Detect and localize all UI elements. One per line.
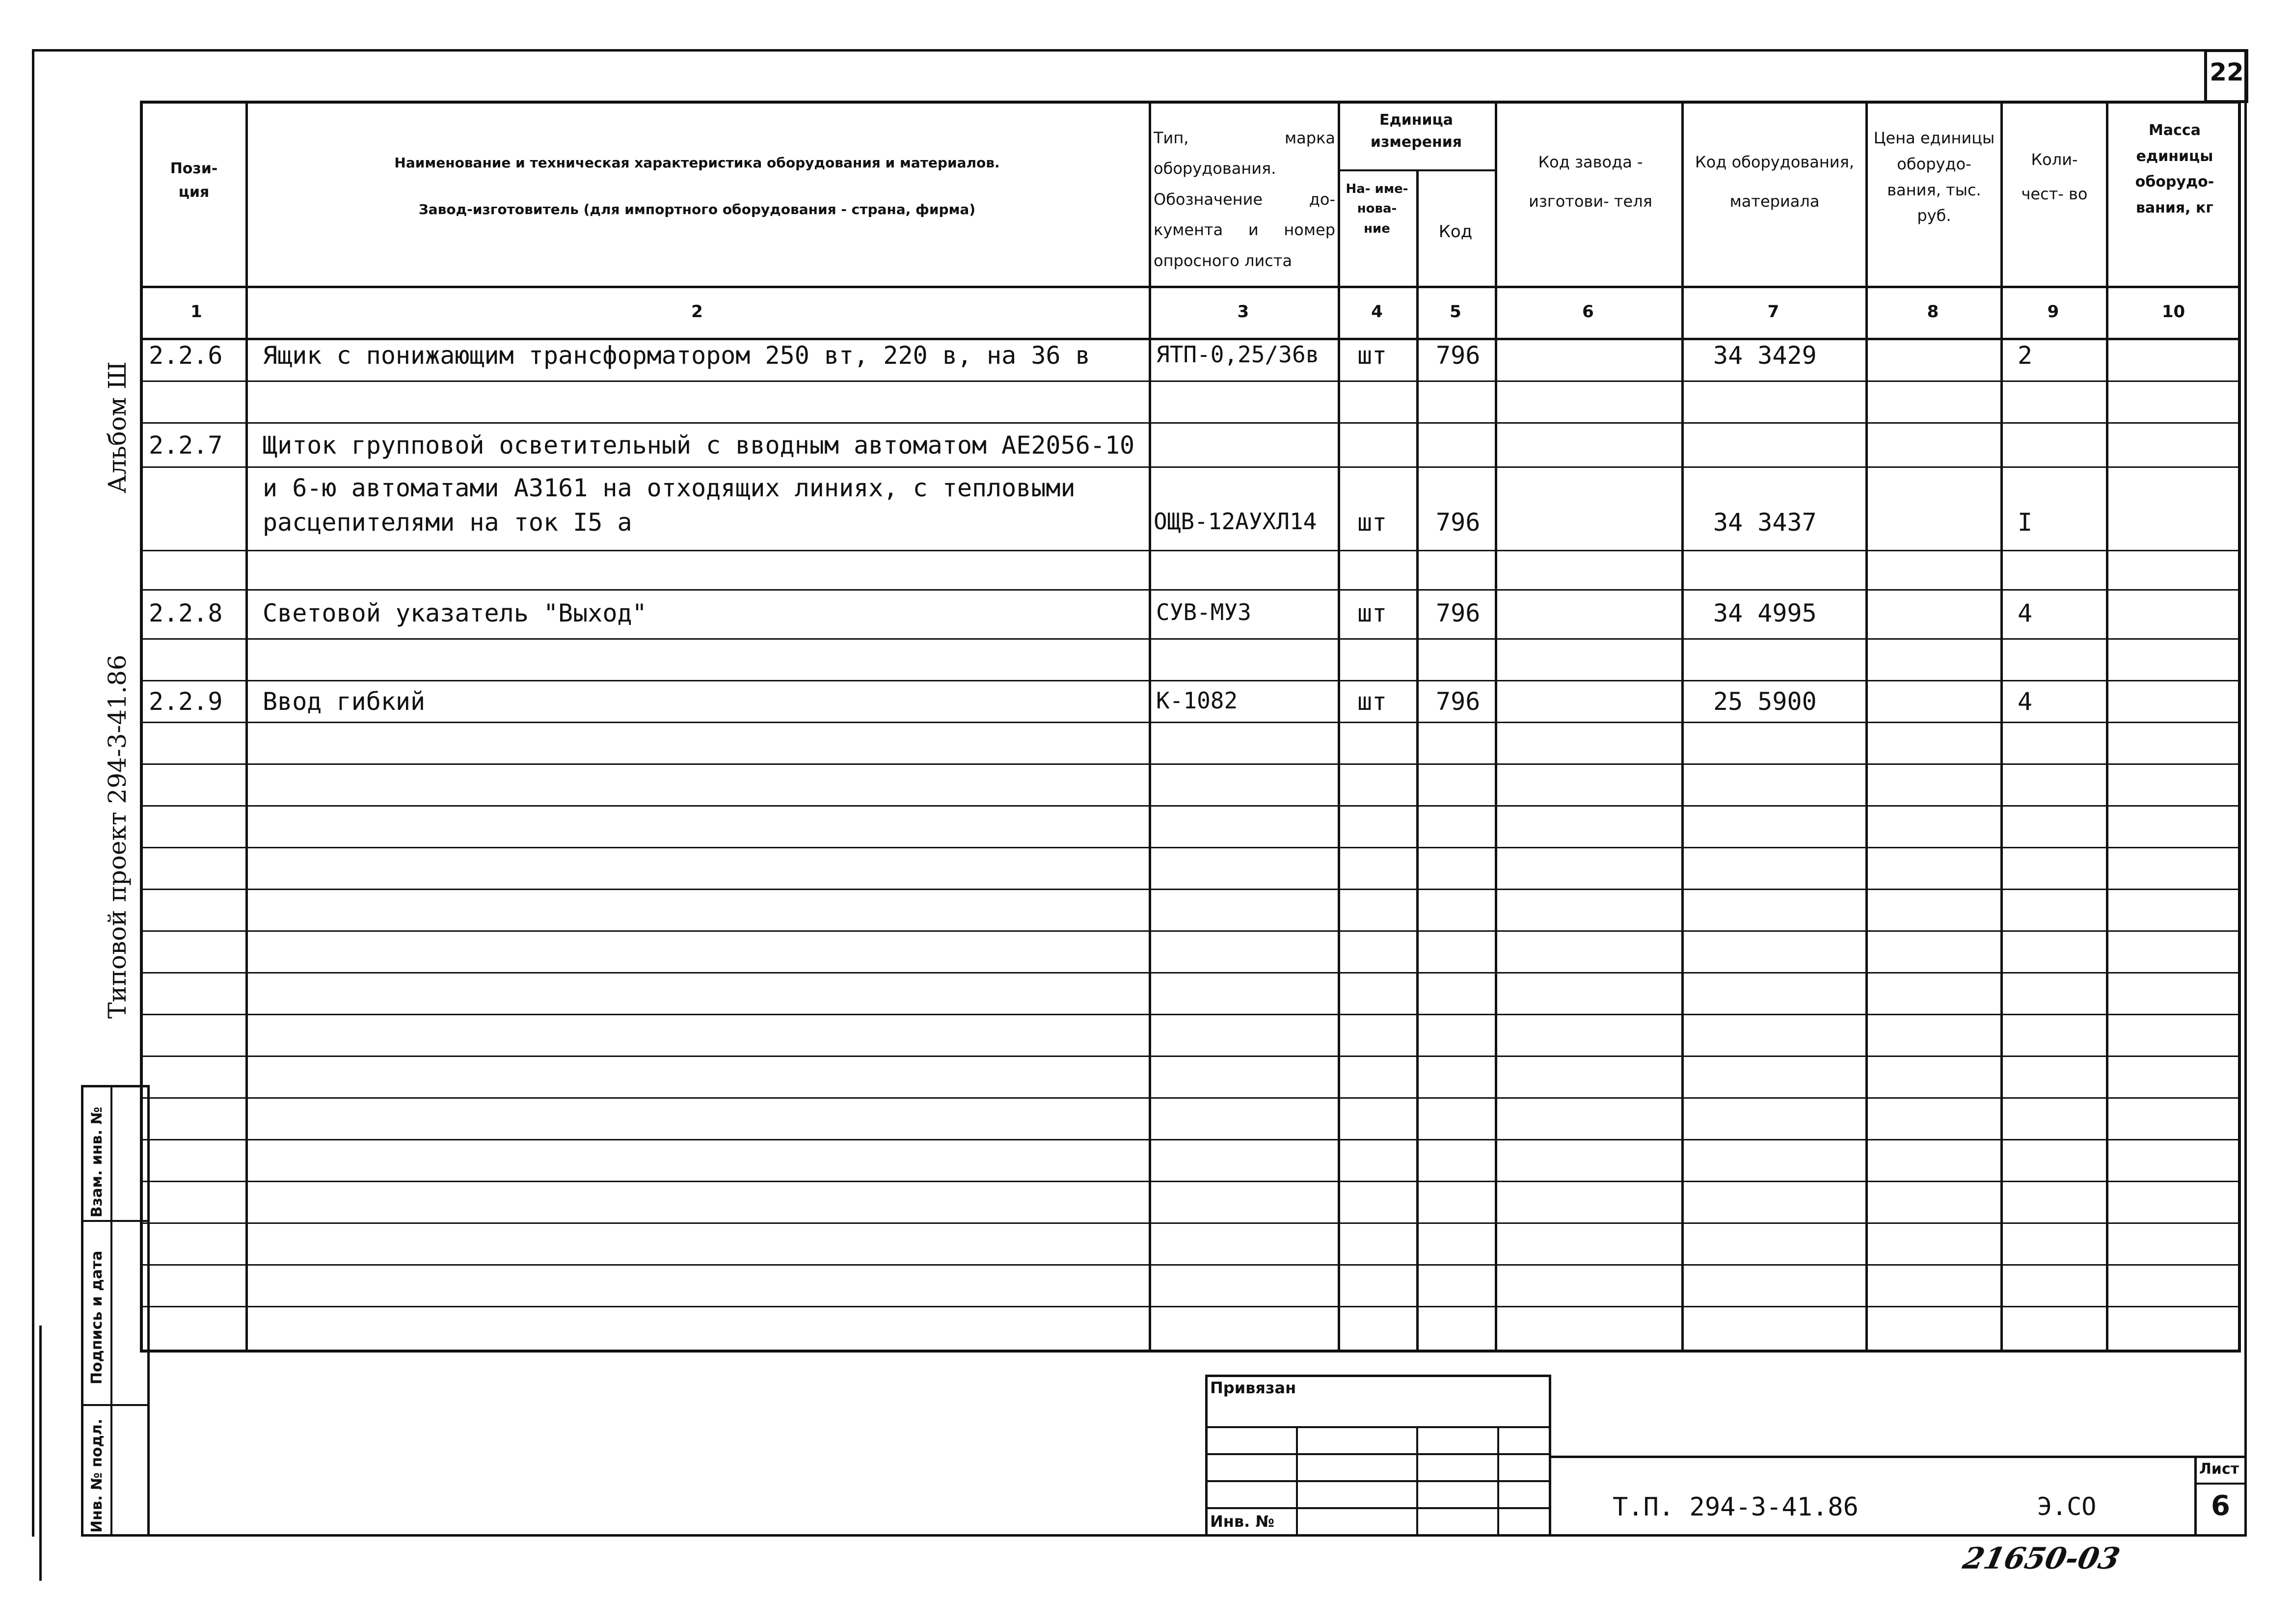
row-2-2-6-pos: 2.2.6 xyxy=(149,341,223,370)
row-2-2-7-code: 34 3437 xyxy=(1713,508,1817,537)
col-sep-3 xyxy=(1338,101,1340,1353)
inv-no-label: Инв. № xyxy=(1210,1512,1274,1531)
row-2-2-6-qty: 2 xyxy=(2018,341,2033,370)
privyazan-label: Привязан xyxy=(1210,1379,1296,1397)
row-2-2-9-qty: 4 xyxy=(2018,687,2033,716)
project-label: Типовой проект 294-3-41.86 xyxy=(103,654,132,1019)
row-line xyxy=(140,889,2241,890)
col-sep-7 xyxy=(1865,101,1868,1353)
header-col6: Код завода - изготови- теля xyxy=(1529,153,1652,211)
col-sep-4 xyxy=(1416,169,1419,1353)
unit-group-line xyxy=(1338,169,1495,171)
row-line xyxy=(140,466,2241,468)
header-col2-line2: Завод-изготовитель (для импортного оборудования - страна, фирма) xyxy=(418,201,976,217)
stamp-vzam-inv: Взам. инв. № xyxy=(88,1107,106,1218)
colnum-1: 1 xyxy=(190,302,202,322)
row-2-2-6-code: 34 3429 xyxy=(1713,341,1817,370)
privyazan-line-2 xyxy=(1205,1453,1551,1455)
spec-table xyxy=(140,101,2241,1353)
left-edge-line xyxy=(39,1326,42,1581)
row-line xyxy=(140,680,2241,681)
designation: Т.П. 294-3-41.86 xyxy=(1613,1492,1859,1522)
colnum-8: 8 xyxy=(1927,302,1939,322)
colnum-10: 10 xyxy=(2161,302,2185,322)
row-2-2-8-pos: 2.2.8 xyxy=(149,599,223,627)
row-2-2-9-type: К-1082 xyxy=(1156,687,1238,714)
col-sep-1 xyxy=(245,101,248,1353)
row-2-2-9-unit-code: 796 xyxy=(1436,687,1481,716)
row-2-2-6-name: Ящик с понижающим трансформатором 250 вт, 220 в, на 36 в xyxy=(263,341,1090,370)
row-line xyxy=(140,638,2241,640)
row-line xyxy=(140,1056,2241,1057)
page-number: 22 xyxy=(2210,58,2244,86)
sheet-number: 6 xyxy=(2211,1490,2230,1522)
handwritten-number: 21650-03 xyxy=(1960,1542,2123,1576)
row-2-2-7-pos: 2.2.7 xyxy=(149,431,223,460)
left-strip-line-2 xyxy=(81,1404,150,1406)
header-col3: Тип, марка оборудования. Обозначение до- кумента и номер опросного листа xyxy=(1154,129,1335,270)
row-2-2-6-unit-code: 796 xyxy=(1436,341,1481,370)
privyazan-col-3 xyxy=(1497,1426,1499,1537)
row-line xyxy=(140,1097,2241,1099)
row-2-2-8-type: СУВ-МУЗ xyxy=(1156,599,1251,625)
header-col4: На- име- нова- ние xyxy=(1346,182,1408,236)
col-sep-6 xyxy=(1681,101,1684,1353)
row-2-2-7-name-line1: Щиток групповой осветительный с вводным автоматом АЕ2056-10 xyxy=(263,431,1135,460)
doc-code: Э.СО xyxy=(2037,1492,2097,1521)
colnum-6: 6 xyxy=(1582,302,1594,322)
row-line xyxy=(140,1181,2241,1182)
title-block-area xyxy=(147,1350,2247,1537)
colnum-bottom-line xyxy=(140,338,2241,340)
row-2-2-9-code: 25 5900 xyxy=(1713,687,1817,716)
row-line xyxy=(140,1264,2241,1266)
privyazan-line-4 xyxy=(1205,1507,1551,1509)
colnum-5: 5 xyxy=(1450,302,1461,322)
colnum-7: 7 xyxy=(1767,302,1779,322)
privyazan-line-1 xyxy=(1205,1426,1551,1428)
row-2-2-8-unit: шт xyxy=(1357,599,1387,627)
row-line xyxy=(140,380,2241,382)
row-line xyxy=(140,1222,2241,1224)
header-col1: Пози- ция xyxy=(170,160,218,201)
row-line xyxy=(140,722,2241,723)
header-col7: Код оборудования, материала xyxy=(1695,153,1855,211)
row-line xyxy=(140,1139,2241,1140)
row-line xyxy=(140,930,2241,932)
row-line xyxy=(140,805,2241,807)
colnum-9: 9 xyxy=(2047,302,2059,322)
left-strip-line-1 xyxy=(81,1220,150,1222)
col-sep-5 xyxy=(1495,101,1497,1353)
row-2-2-7-unit-code: 796 xyxy=(1436,508,1481,537)
privyazan-col-2 xyxy=(1416,1426,1418,1537)
header-col8: Цена единицы оборудо- вания, тыс. руб. xyxy=(1873,129,1995,225)
stamp-inv-podl: Инв. № подл. xyxy=(88,1418,106,1533)
row-2-2-8-unit-code: 796 xyxy=(1436,599,1481,627)
row-line xyxy=(140,1014,2241,1015)
row-2-2-8-code: 34 4995 xyxy=(1713,599,1817,627)
row-2-2-6-type: ЯТП-0,25/36в xyxy=(1156,341,1320,368)
stamp-podpis-data: Подпись и дата xyxy=(88,1250,106,1384)
col-sep-8 xyxy=(2000,101,2003,1353)
row-2-2-7-unit: шт xyxy=(1357,508,1387,537)
row-line xyxy=(140,1306,2241,1307)
colnum-3: 3 xyxy=(1237,302,1249,322)
header-col45-group: Единица измерения xyxy=(1370,111,1462,151)
album-label: Альбом Ш xyxy=(103,361,132,493)
row-2-2-9-name: Ввод гибкий xyxy=(263,687,426,716)
privyazan-col-1 xyxy=(1296,1426,1298,1537)
row-line xyxy=(140,847,2241,848)
header-bottom-line xyxy=(140,286,2241,288)
col-sep-9 xyxy=(2106,101,2108,1353)
row-2-2-7-name-line2: и 6-ю автоматами А3161 на отходящих линиях, с тепловыми xyxy=(263,474,1076,502)
row-line xyxy=(140,763,2241,765)
row-line xyxy=(140,550,2241,551)
row-2-2-9-pos: 2.2.9 xyxy=(149,687,223,716)
header-col2-line1: Наименование и техническая характеристика оборудования и материалов. xyxy=(394,155,1000,171)
row-2-2-8-name: Световой указатель "Выход" xyxy=(263,599,647,627)
colnum-4: 4 xyxy=(1371,302,1383,322)
left-strip-split xyxy=(110,1085,112,1537)
sheet-label: Лист xyxy=(2199,1461,2239,1478)
row-2-2-9-unit: шт xyxy=(1357,687,1387,716)
colnum-2: 2 xyxy=(691,302,703,322)
row-line xyxy=(140,972,2241,974)
col-sep-2 xyxy=(1149,101,1151,1353)
row-2-2-6-unit: шт xyxy=(1357,341,1387,370)
row-2-2-7-type: ОЩВ-12АУХЛ14 xyxy=(1154,508,1317,535)
header-col5: Код xyxy=(1438,222,1473,242)
header-col10: Масса единицы оборудо- вания, кг xyxy=(2135,122,2214,217)
header-col9: Коли- чест- во xyxy=(2021,150,2088,204)
row-2-2-7-name-line3: расцепителями на ток I5 а xyxy=(263,508,632,537)
sheet-box-mid xyxy=(2194,1483,2247,1485)
row-line xyxy=(140,422,2241,424)
row-2-2-8-qty: 4 xyxy=(2018,599,2033,627)
privyazan-line-3 xyxy=(1205,1480,1551,1482)
row-line xyxy=(140,589,2241,591)
designation-top-line xyxy=(1551,1456,2247,1458)
row-2-2-7-qty: I xyxy=(2018,508,2033,537)
